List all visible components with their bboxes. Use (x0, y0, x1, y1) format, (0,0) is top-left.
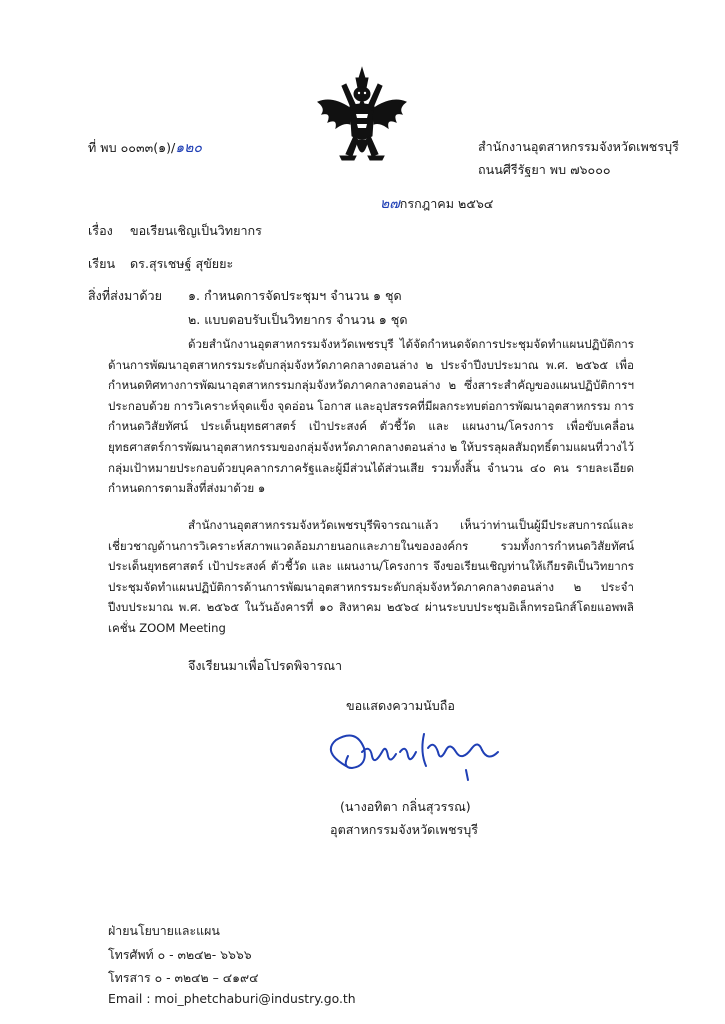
body-paragraph-2 (108, 515, 634, 639)
body-paragraph-1 (108, 334, 634, 499)
reference-number-printed: ที่ พบ ๐๐๓๓(๑)/ (88, 140, 176, 155)
footer-email: Email : moi_phetchaburi@industry.go.th (108, 991, 356, 1006)
date-day-handwritten: ๒๗ (380, 196, 400, 212)
recipient-label: เรียน (88, 256, 116, 271)
enclosure-item-2: ๒. แบบตอบรับเป็นวิทยากร จำนวน ๑ ชุด (188, 312, 408, 327)
footer-fax: โทรสาร ๐ - ๓๒๔๒ – ๔๑๙๔ (108, 970, 259, 985)
signer-name: (นางอทิตา กลิ่นสุวรรณ) (340, 799, 471, 814)
reference-number-handwritten: ๑๒๐ (175, 140, 202, 156)
date-month-year: กรกฎาคม ๒๕๖๔ (399, 196, 494, 211)
enclosure-item-1: ๑. กำหนดการจัดประชุมฯ จำนวน ๑ ชุด (188, 288, 402, 303)
signature-icon (316, 722, 506, 784)
body-paragraph-3: จึงเรียนมาเพื่อโปรดพิจารณา (188, 658, 343, 673)
garuda-emblem-icon (312, 66, 412, 166)
reference-number (88, 137, 202, 159)
recipient-name: ดร.สุรเชษฐ์ สุขัยยะ (130, 256, 234, 271)
closing-salutation: ขอแสดงความนับถือ (346, 698, 455, 713)
letter-date (380, 193, 493, 215)
footer-department: ฝ่ายนโยบายและแผน (108, 923, 220, 938)
sender-address: ถนนศีรีรัฐยา พบ ๗๖๐๐๐ (478, 162, 611, 177)
signer-title: อุตสาหกรรมจังหวัดเพชรบุรี (330, 822, 479, 837)
sender-organization: สำนักงานอุตสาหกรรมจังหวัดเพชรบุรี (478, 139, 679, 154)
subject-text: ขอเรียนเชิญเป็นวิทยากร (130, 223, 262, 238)
enclosure-label: สิ่งที่ส่งมาด้วย (88, 288, 162, 303)
subject-label: เรื่อง (88, 223, 113, 238)
body-paragraph-2-text: สำนักงานอุตสาหกรรมจังหวัดเพชรบุรีพิจารณาแล้ว เห็นว่าท่านเป็นผู้มีประสบการณ์และเชี่ยวชาญด้านการวิเคราะห์สภาพแวดล้อมภายนอกและภายในขององค์กร รวมทั้งการกำหนดวิสัยทัศน์ ประเด็นยุทธศาสตร์ เป้าประสงค์ ตัวชี้วัด และ แผนงาน/โครงการ จึงขอเรียนเชิญท่านให้เกียรติเป็นวิทยากรประชุมจัดทำแผนปฏิบัติการด้านการพัฒนาอุตสาหกรรมระดับกลุ่มจังหวัดภาคกลางตอนล่าง ๒ ประจำปีงบประมาณ พ.ศ. ๒๕๖๕ ในวันอังคารที่ ๑๐ สิงหาคม ๒๕๖๔ ผ่านระบบประชุมอิเล็กทรอนิกส์โดยแอพพลิเคชั่น ZOOM Meeting (108, 518, 634, 635)
footer-phone: โทรศัพท์ ๐ - ๓๒๔๒- ๖๖๖๖ (108, 947, 252, 962)
body-paragraph-1-text: ด้วยสำนักงานอุตสาหกรรมจังหวัดเพชรบุรี ได้จัดกำหนดจัดการประชุมจัดทำแผนปฏิบัติการด้านการพัฒนาอุตสาหกรรมระดับกลุ่มจังหวัดภาคกลางตอนล่าง ๒ ประจำปีงบประมาณ พ.ศ. ๒๕๖๕ เพื่อกำหนดทิศทางการพัฒนาอุตสาหกรรมกลุ่มจังหวัดภาคกลางตอนล่าง ๒ ซึ่งสาระสำคัญของแผนปฏิบัติการฯ ประกอบด้วย การวิเคราะห์จุดแข็ง จุดอ่อน โอกาส และอุปสรรคที่มีผลกระทบต่อการพัฒนาอุตสาหกรรม การกำหนดวิสัยทัศน์ ประเด็นยุทธศาสตร์ เป้าประสงค์ ตัวชี้วัด และ แผนงาน/โครงการ เพื่อขับเคลื่อนยุทธศาสตร์การพัฒนาอุตสาหกรรมของกลุ่มจังหวัดภาคกลางตอนล่าง ๒ ให้บรรลุผลสัมฤทธิ์ตามแผนที่วางไว้ กลุ่มเป้าหมายประกอบด้วยบุคลากรภาครัฐและผู้มีส่วนได้ส่วนเสีย รวมทั้งสิ้น จำนวน ๔๐ คน รายละเอียดกำหนดการตามสิ่งที่ส่งมาด้วย ๑ (108, 337, 634, 496)
